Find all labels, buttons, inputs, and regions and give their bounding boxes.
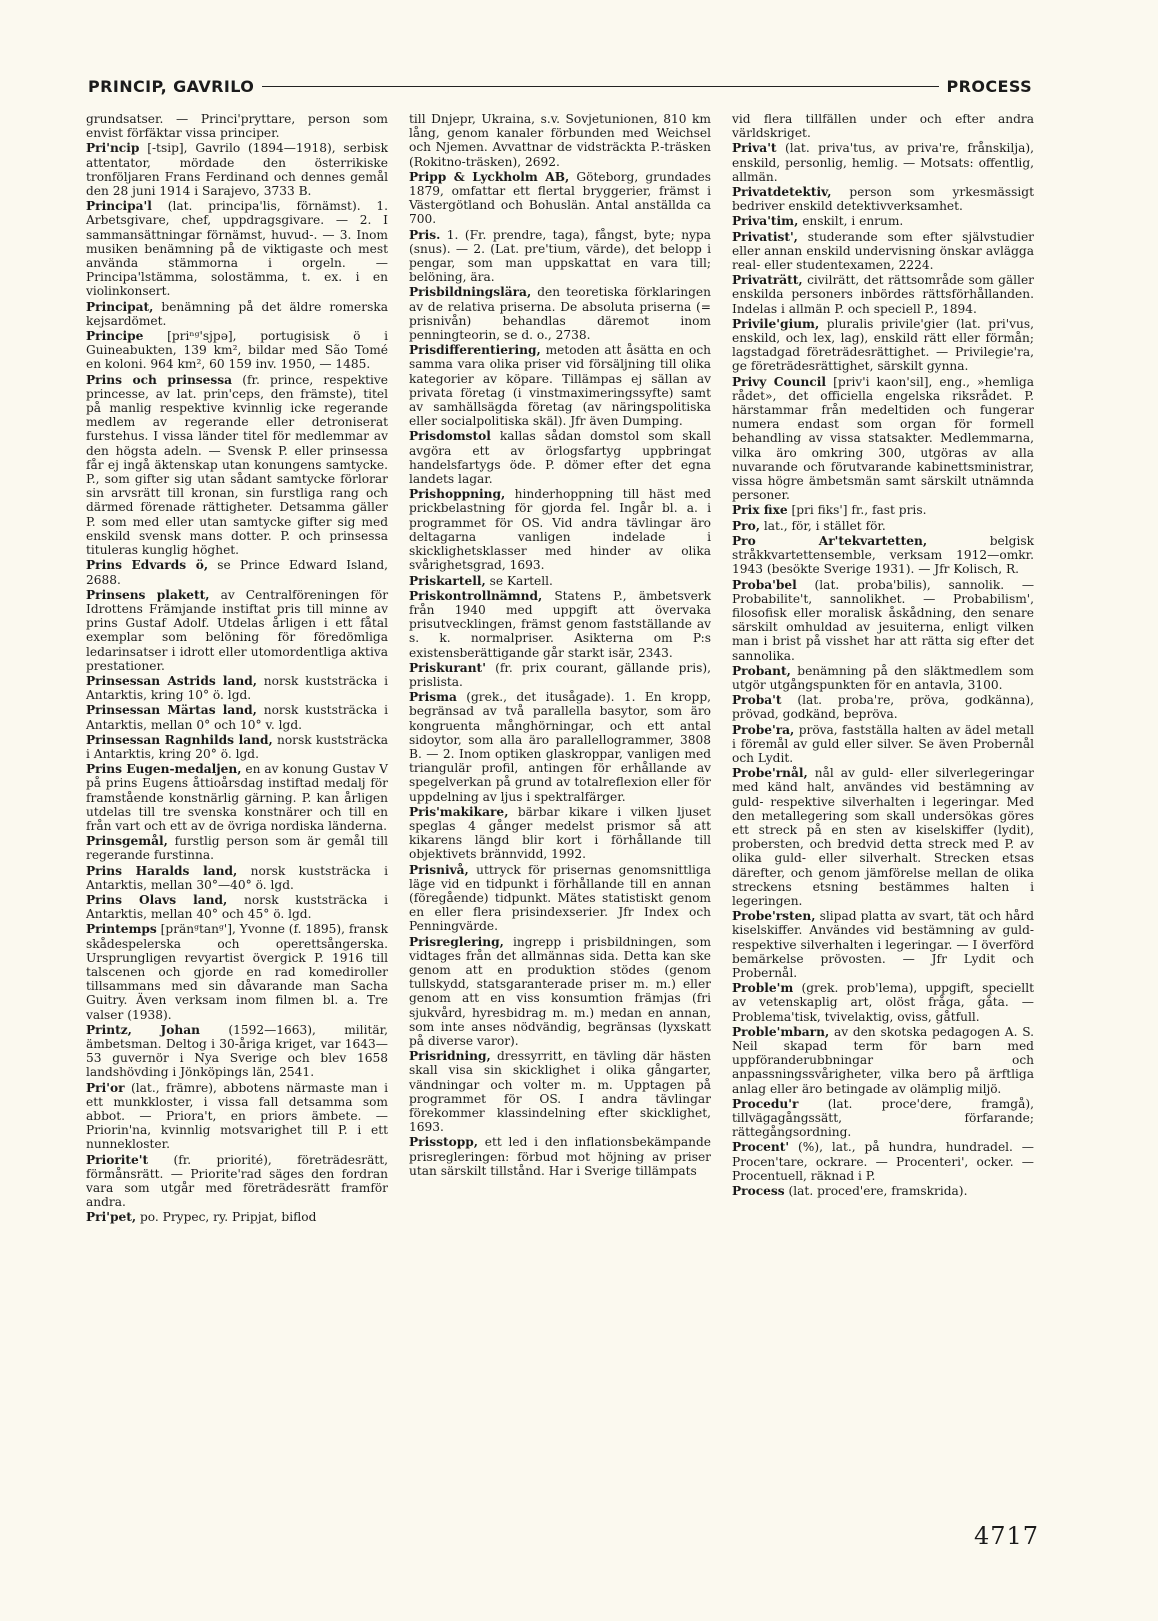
entry-text: ingrepp i prisbildningen, som vidtages från det allmännas sida. Detta kan ske genom att en produktion stödes (genom tullskydd, statsgaranterade priser m. m.) eller genom att en viss konsumtion främjas (fri sjukvård, hyresbidrag m. m.) medan en annan, som inte anses nödvändig, begränsas (lyxskatt på diverse varor).	[409, 934, 712, 1048]
entry-headword: Pri'pet,	[86, 1210, 137, 1225]
dictionary-entry	[86, 864, 388, 892]
dictionary-entry	[732, 273, 1034, 316]
entry-text: nål av guld- eller silverlegeringar med känd halt, användes vid bestämning av guld- respektive silverhalten i legeringar. Med den metallegering som skall undersökas göres ett streck på en sten av kiselskiffer (lydit), probersten, och bredvid detta streck med P. av olika guld- eller silverhalt. Strecken etsas därefter, och genom jämförelse mellan de olika streckens etsning bestämmes halten i legeringen.	[732, 766, 1034, 908]
dictionary-entry	[86, 1023, 388, 1080]
entry-headword: Privatdetektiv,	[732, 185, 832, 200]
dictionary-entry	[409, 863, 711, 934]
entry-headword: Prinsessan Märtas land,	[86, 703, 257, 718]
dictionary-entry	[732, 766, 1034, 908]
entry-text: [pränᵍtanᵍ'], Yvonne (f. 1895), fransk skådespelerska och operettsångerska. Ursprungligen revyartist övergick P. 1916 till talscenen och gjorde en rad komediroller tillsammans med sin dåvarande man Sacha Guitry. Även verksam inom filmen bl. a. Tre valser (1938).	[86, 922, 389, 1022]
dictionary-entry	[86, 762, 388, 833]
dictionary-entry	[86, 1153, 388, 1210]
entry-text: norsk kuststräcka i Antarktis, mellan 30°—40° ö. lgd.	[86, 863, 389, 892]
entry-text: se Prince Edward Island, 2688.	[86, 558, 389, 587]
entry-headword: Prisdifferentiering,	[409, 343, 541, 358]
dictionary-entry	[409, 589, 711, 660]
header-left-title: PRINCIP, GAVRILO	[88, 76, 255, 96]
entry-headword: Pro,	[732, 518, 760, 533]
dictionary-entry	[86, 1210, 388, 1224]
entry-headword: Principat,	[86, 299, 154, 314]
entry-text: (grek. prob'lema), uppgift, speciellt av vetenskaplig art, olöst fråga, gåta. — Problema'tisk, tvivelaktig, oviss, gåtfull.	[732, 981, 1034, 1024]
entry-text: (grek., det itusågade). 1. En kropp, begränsad av två parallella basytor, som äro kongruenta månghörningar, och ett antal sidoytor, som alla äro parallellogrammer, 3808 B. — 2. Inom optiken glaskroppar, vanligen med triangulär profil, antingen för erhållande av spegelverkan på grund av totalreflexion eller för uppdelning av ljus i spektralfärger.	[409, 690, 711, 804]
entry-text: furstlig person som är gemål till regerande furstinna.	[86, 834, 389, 863]
entry-text: Statens P., ämbetsverk från 1940 med uppgift att övervaka prisutvecklingen, främst genom fastställande av s. k. normalpriser. Asikterna om P:s existensberättigande går starkt isär, 2343.	[409, 588, 712, 660]
entry-headword: Privy Council	[732, 374, 827, 389]
entry-text: grundsatser. — Princi'pryttare, person som envist förfäktar vissa principer.	[86, 112, 388, 141]
entry-headword: Prinsessan Ragnhilds land,	[86, 732, 273, 747]
dictionary-entry	[86, 834, 388, 862]
dictionary-entry	[86, 733, 388, 761]
entry-text: kallas sådan domstol som skall avgöra ett av örlogsfartyg uppbringat handelsfartygs öde. P. dömer efter det egna landets lagar.	[409, 429, 712, 487]
entry-headword: Process	[732, 1184, 785, 1199]
entry-headword: Prins Olavs land,	[86, 892, 228, 907]
entry-text: benämning på den släktmedlem som utgör utgångspunkten för en antavla, 3100.	[732, 663, 1034, 692]
dictionary-entry	[86, 674, 388, 702]
entry-headword: Priva't	[732, 141, 777, 156]
entry-text: (fr. priorité), företrädesrätt, förmånsrätt. — Priorite'rad säges den fordran vara som utgår med företrädesrätt framför andra.	[86, 1152, 389, 1210]
entry-headword: Prisstopp,	[409, 1135, 478, 1150]
entry-headword: Prishoppning,	[409, 487, 506, 502]
entry-headword: Procedu'r	[732, 1096, 799, 1111]
entry-text: av den skotska pedagogen A. S. Neil skapad term för barn med uppföranderubbningar och anpassningssvårigheter, vilka bero på ärftliga anlag eller äro betingade av olämplig miljö.	[732, 1024, 1035, 1096]
dictionary-entry	[732, 664, 1034, 692]
entry-headword: Probe'ra,	[732, 722, 795, 737]
dictionary-entry	[86, 300, 388, 328]
dictionary-entry	[409, 574, 711, 588]
entry-text: [priv'i kaon'sil], eng., »hemliga rådet», det officiella engelska riksrådet. P. härstammar från medeltiden och fungerar numera endast som organ för formell behandling av vissa statsakter. Medlemmarna, vilka äro omkring 300, utgöras av alla nuvarande och förutvarande kabinettsministrar, vissa högre ämbetsmän samt särskilt utnämnda personer.	[732, 374, 1034, 503]
entry-text: (lat. proced'ere, framskrida).	[788, 1184, 968, 1199]
entry-headword: Prisma	[409, 690, 457, 705]
dictionary-entry	[732, 1097, 1034, 1140]
entry-headword: Prinsessan Astrids land,	[86, 673, 257, 688]
entry-text: bärbar kikare i vilken ljuset speglas 4 gånger medelst prismor så att kikarens längd blir kort i förhållande till objektivets brännvidd, 1992.	[409, 804, 711, 862]
entry-text: dressyrritt, en tävling där hästen skall visa sin skicklighet i olika gångarter, vändningar och volter m. m. Upptagen på programmet för OS. I andra tävlingar förekommer klassindelning efter skicklighet, 1693.	[409, 1049, 712, 1135]
entry-headword: Pro Ar'tekvartetten,	[732, 533, 928, 548]
entry-text: enskilt, i enrum.	[802, 214, 904, 229]
entry-headword: Pris'makikare,	[409, 804, 509, 819]
dictionary-entry	[732, 112, 1034, 140]
dictionary-entry	[86, 329, 388, 372]
dictionary-entry	[86, 558, 388, 586]
entry-text: (lat. principa'lis, förnämst). 1. Arbetsgivare, chef, uppdragsgivare. — 2. I sammansättningar förnämst, huvud-. — 3. Inom musiken benämning på de viktigaste och mest använda stämmorna i orgeln. — Principa'lstämma, solostämma, t. ex. i en violinkonsert.	[86, 199, 388, 299]
dictionary-entry	[732, 909, 1034, 980]
dictionary-entry	[409, 1049, 711, 1134]
columns-container	[86, 112, 1034, 1226]
dictionary-entry	[86, 1081, 388, 1152]
entry-headword: Privile'gium,	[732, 316, 820, 331]
entry-text: till Dnjepr, Ukraina, s.v. Sovjetunionen, 810 km lång, genom kanaler förbunden med Weichsel och Njemen. Avvattnar de vidsträckta P.-träsken (Rokitno-träsken), 2692.	[409, 112, 711, 169]
entry-headword: Probe'rnål,	[732, 766, 808, 781]
dictionary-entry	[732, 317, 1034, 374]
entry-text: norsk kuststräcka i Antarktis, kring 20° ö. lgd.	[86, 732, 389, 761]
dictionary-entry	[409, 429, 711, 486]
entry-text: studerande som efter självstudier eller annan enskild undervisning önskar avlägga real- eller studentexamen, 2224.	[732, 229, 1034, 273]
dictionary-entry	[732, 693, 1034, 721]
column-3	[732, 112, 1034, 1226]
entry-text: pröva, fastställa halten av ädel metall i föremål av guld eller silver. Se även Probernål och Lydit.	[732, 722, 1035, 765]
entry-headword: Printz, Johan	[86, 1022, 201, 1037]
dictionary-entry	[86, 112, 388, 140]
entry-text: person som yrkesmässigt bedriver enskild detektivverksamhet.	[732, 185, 1035, 214]
entry-headword: Prisreglering,	[409, 934, 504, 949]
dictionary-entry	[409, 690, 711, 804]
dictionary-entry	[86, 922, 388, 1021]
entry-text: [pri fiks'] fr., fast pris.	[791, 503, 927, 518]
page-number: 4717	[974, 1522, 1040, 1550]
entry-headword: Pri'or	[86, 1080, 125, 1095]
dictionary-entry	[86, 703, 388, 731]
dictionary-entry	[732, 519, 1034, 533]
entry-headword: Priva'tim,	[732, 214, 799, 229]
entry-headword: Priskontrollnämnd,	[409, 588, 543, 603]
dictionary-entry	[409, 343, 711, 428]
dictionary-entry	[86, 199, 388, 298]
entry-headword: Probe'rsten,	[732, 909, 816, 924]
entry-text: civilrätt, det rättsområde som gäller enskilda personers inbördes rättsförhållanden. Indelas i allmän P. och speciell P., 1894.	[732, 273, 1034, 316]
entry-headword: Prisbildningslära,	[409, 285, 532, 300]
entry-headword: Prisridning,	[409, 1049, 491, 1064]
entry-text: po. Prypec, ry. Pripjat, biflod	[139, 1210, 317, 1225]
dictionary-entry	[732, 534, 1034, 577]
dictionary-entry	[86, 373, 388, 558]
entry-headword: Prisnivå,	[409, 862, 469, 877]
dictionary-entry	[86, 588, 388, 673]
entry-headword: Priskurant'	[409, 660, 486, 675]
entry-headword: Prins Haralds land,	[86, 863, 238, 878]
dictionary-entry	[732, 375, 1034, 503]
entry-text: (%), lat., på hundra, hundradel. — Procen'tare, ockrare. — Procenteri', ocker. — Procentuell, räknad i P.	[732, 1140, 1034, 1183]
dictionary-entry	[732, 578, 1034, 663]
entry-text: [-tsip], Gavrilo (1894—1918), serbisk attentator, mördade den österrikiske tronföljaren Frans Ferdinand och dennes gemål den 28 juni 1914 i Sarajevo, 3733 B.	[86, 141, 388, 199]
entry-text: norsk kuststräcka i Antarktis, kring 10° ö. lgd.	[86, 673, 388, 703]
entry-text: ett led i den inflationsbekämpande prisregleringen: förbud mot höjning av priser utan särskilt tillstånd. Har i Sverige tillämpats	[409, 1135, 711, 1178]
entry-headword: Principe	[86, 329, 144, 344]
entry-headword: Prinsgemål,	[86, 834, 168, 849]
dictionary-entry	[409, 285, 711, 342]
entry-headword: Pripp & Lyckholm AB,	[409, 169, 570, 184]
entry-text: norsk kuststräcka i Antarktis, mellan 40° och 45° ö. lgd.	[86, 892, 388, 922]
entry-text: (fr. prix courant, gällande pris), prislista.	[409, 660, 711, 689]
entry-text: pluralis privile'gier (lat. pri'vus, enskild, och lex, lag), enskild rätt eller förmån; lagstadgad företrädesrättighet. — Privilegie'ra, ge företrädesrättighet, särskilt gynna.	[732, 316, 1035, 374]
entry-text: (lat. proba'bilis), sannolik. — Probabilite't, sannolikhet. — Probabilism', filosofisk eller moralisk åskådning, den senare särskilt omhuldad av jesuiterna, enligt vilken man i brist på visshet har att rätta sig efter det sannolika.	[732, 577, 1035, 663]
dictionary-entry	[409, 1135, 711, 1178]
dictionary-entry	[732, 141, 1034, 184]
dictionary-entry	[409, 487, 711, 572]
dictionary-entry	[732, 981, 1034, 1024]
header-right-title: PROCESS	[946, 76, 1032, 96]
entry-text: Göteborg, grundades 1879, omfattar ett flertal bryggerier, främst i Västergötland och Bohuslän. Antal anställda ca 700.	[409, 169, 711, 227]
entry-headword: Privatist',	[732, 229, 798, 244]
entry-text: en av konung Gustav V på prins Eugens åttioårsdag instiftad medalj för framstående konstnärlig gärning. P. kan årligen utdelas till tre svenska konstnärer och till en från vart och ett av de övriga nordiska länderna.	[86, 762, 388, 833]
dictionary-entry	[732, 214, 1034, 228]
entry-text: (1592—1663), militär, ämbetsman. Deltog i 30-åriga kriget, var 1643—53 guvernör i Nya Sverige och blev 1658 landshövding i Jönköpings län, 2541.	[86, 1022, 388, 1080]
entry-headword: Proba't	[732, 693, 782, 708]
dictionary-entry	[409, 935, 711, 1049]
dictionary-entry	[409, 805, 711, 862]
dictionary-entry	[732, 503, 1034, 517]
entry-headword: Prins Edvards ö,	[86, 558, 209, 573]
dictionary-entry	[732, 1140, 1034, 1183]
entry-headword: Prinsens plakett,	[86, 587, 210, 602]
entry-headword: Probant,	[732, 663, 791, 678]
entry-headword: Prisdomstol	[409, 429, 491, 444]
dictionary-entry	[732, 723, 1034, 766]
entry-headword: Printemps	[86, 922, 157, 937]
entry-headword: Pris.	[409, 227, 441, 242]
entry-text: 1. (Fr. prendre, taga), fångst, byte; nypa (snus). — 2. (Lat. pre'tium, värde), det belopp i pengar, som man uppskattat en vara till; belöning, ära.	[409, 227, 711, 285]
entry-headword: Prins och prinsessa	[86, 372, 233, 387]
entry-text: lat., för, i stället för.	[763, 518, 886, 533]
entry-headword: Proble'm	[732, 981, 794, 996]
entry-headword: Prins Eugen-medaljen,	[86, 762, 242, 777]
dictionary-entry	[86, 141, 388, 198]
column-1	[86, 112, 388, 1226]
column-2	[409, 112, 711, 1226]
header-rule	[262, 86, 938, 87]
entry-headword: Privaträtt,	[732, 273, 803, 288]
entry-text: [priⁿᵍ'sjpə], portugisisk ö i Guineabukten, 139 km², bildar med São Tomé en koloni. 964 km², 60 159 inv. 1950, — 1485.	[86, 329, 389, 372]
entry-text: av Centralföreningen för Idrottens Främjande instiftat pris till minne av prins Gustaf Adolf. Utdelas årligen i ett fåtal exemplar som belöning för föredömliga ledarinsatser i idrott eller utomordentliga aktiva prestationer.	[86, 587, 389, 673]
entry-text: den teoretiska förklaringen av de relativa priserna. De absoluta priserna (= prisnivån) behandlas däremot inom penningteorin, se d. o., 2738.	[409, 285, 711, 343]
entry-headword: Priskartell,	[409, 573, 486, 588]
dictionary-entry	[732, 230, 1034, 273]
entry-text: (lat. priva'tus, av priva're, frånskilja), enskild, personlig, hemlig. — Motsats: offentlig, allmän.	[732, 141, 1034, 184]
entry-text: uttryck för prisernas genomsnittliga läge vid en tidpunkt i förhållande till en annan (föregående) tidpunkt. Mätes statistiskt genom en eller flera prisindexserier. Jfr Index och Penningvärde.	[409, 862, 711, 934]
entry-text: hinderhoppning till häst med prickbelastning för gjorda fel. Ingår bl. a. i programmet för OS. Vid andra tävlingar äro deltagarna vanligen indelade i skicklighetsklasser med hinder av olika svårighetsgrad, 1693.	[409, 487, 712, 573]
entry-text: belgisk stråkkvartettensemble, verksam 1912—omkr. 1943 (besökte Sverige 1931). — Jfr Kolisch, R.	[732, 533, 1034, 577]
entry-text: se Kartell.	[489, 573, 553, 588]
entry-headword: Proble'mbarn,	[732, 1024, 830, 1039]
dictionary-entry	[732, 1025, 1034, 1096]
entry-text: (fr. prince, respektive princesse, av lat. prin'ceps, den främste), titel på manlig respektive kvinnlig icke regerande medlem av regerande eller detroniserat furstehus. I vissa länder titel för medlemmar av den högsta adeln. — Svensk P. eller prinsessa får ej ingå äktenskap utan konungens samtycke. P., som gifter sig utan sådant samtycke förlorar sin arvsrätt till kronan, sin furstliga rang och därmed förenade rättigheter. Detsamma gäller P. som med eller utan samtycke gifter sig med enskild svensk mans dotter. P. och prinsessa tituleras kunglig höghet.	[86, 372, 388, 558]
entry-headword: Priorite't	[86, 1152, 149, 1167]
dictionary-entry	[409, 661, 711, 689]
dictionary-entry	[732, 1184, 1034, 1198]
dictionary-entry	[732, 185, 1034, 213]
entry-text: slipad platta av svart, tät och hård kiselskiffer. Användes vid bestämning av guld- respektive silverhalten i legeringar. — I överförd bemärkelse prövosten. — Jfr Lydit och Probernål.	[732, 909, 1035, 980]
entry-text: (lat. proba're, pröva, godkänna), prövad, godkänd, beprövа.	[732, 693, 1034, 722]
entry-text: metoden att åsätta en och samma vara olika priser vid försäljning till olika kategorier av köpare. Tillämpas ej sällan av privata företag (i vinstmaximeringssyfte) samt av samhällsägda företag (av näringspolitiska eller socialpolitiska skäl). Jfr även Dumping.	[409, 343, 711, 429]
entry-headword: Principa'l	[86, 199, 152, 214]
entry-text: (lat., främre), abbotens närmaste man i ett munkkloster, i vissa fall detsamma som abbot. — Priora't, en priors ämbete. — Priorin'na, kvinnlig motsvarighet till P. i ett nunnekloster.	[86, 1080, 388, 1152]
entry-headword: Pri'ncip	[86, 141, 140, 156]
dictionary-entry	[409, 112, 711, 169]
entry-headword: Procent'	[732, 1140, 790, 1155]
entry-text: benämning på det äldre romerska kejsardömet.	[86, 299, 388, 328]
entry-text: norsk kuststräcka i Antarktis, mellan 0° och 10° v. lgd.	[86, 703, 389, 732]
entry-text: vid flera tillfällen under och efter andra världskriget.	[732, 112, 1034, 141]
dictionary-entry	[409, 228, 711, 285]
page-header	[88, 74, 1032, 98]
dictionary-entry	[86, 893, 388, 921]
entry-headword: Prix fixe	[732, 503, 788, 518]
entry-headword: Proba'bel	[732, 577, 797, 592]
dictionary-entry	[409, 170, 711, 227]
entry-text: (lat. proce'dere, framgå), tillvägagångssätt, förfarande; rättegångsordning.	[732, 1096, 1035, 1140]
